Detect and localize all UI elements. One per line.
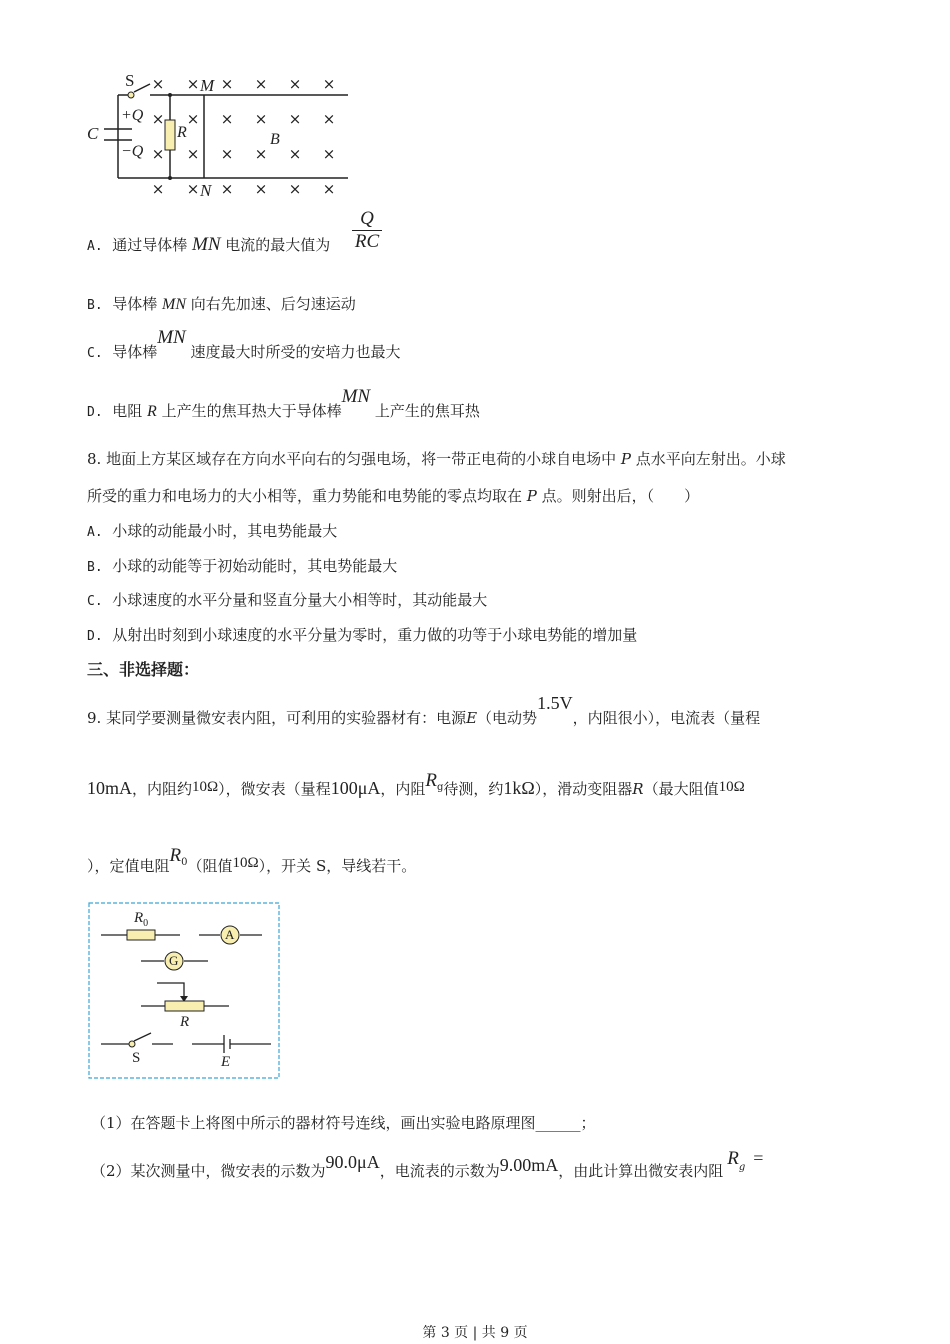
- plus-q-label: +Q: [121, 107, 144, 124]
- svg-text:×: ×: [151, 145, 165, 163]
- svg-text:×: ×: [288, 110, 302, 128]
- svg-text:×: ×: [151, 75, 165, 93]
- ammeter-label: A: [225, 927, 235, 942]
- q8-option-c: C. 小球速度的水平分量和竖直分量大小相等时，其动能最大: [87, 591, 488, 609]
- q8-option-a: A. 小球的动能最小时，其电势能最大: [87, 522, 338, 540]
- resistor-label: R: [177, 124, 187, 141]
- switch-label: S: [125, 71, 135, 90]
- svg-text:×: ×: [288, 145, 302, 163]
- q9-stem-line1: 9. 某同学要测量微安表内阻，可利用的实验器材有：电源E（电动势1.5V，内阻很小），电流表（量程: [87, 693, 761, 727]
- n-label: N: [200, 181, 212, 200]
- q8-stem-line2: 所受的重力和电场力的大小相等，重力势能和电势能的零点均取在 P 点。则射出后，（ ）: [87, 487, 700, 505]
- q9-stem-line2: 10mA，内阻约10Ω），微安表（量程100μA，内阻$R_g$待测，约1kΩ），滑动变阻器R（最大阻值10Ω: [87, 770, 745, 798]
- r0-label: $R_0$: [134, 910, 149, 929]
- minus-q-label: −Q: [121, 143, 144, 160]
- q9-part1: （1）在答题卡上将图中所示的器材符号连线，画出实验电路原理图______；: [91, 1114, 596, 1132]
- q8-option-d: D. 从射出时刻到小球速度的水平分量为零时，重力做的功等于小球电势能的增加量: [87, 626, 638, 644]
- svg-text:×: ×: [288, 75, 302, 93]
- q7-option-a: A. 通过导体棒 MN 电流的最大值为: [87, 234, 331, 255]
- capacitor-label: C: [87, 124, 99, 143]
- rheostat-label: R: [180, 1014, 190, 1030]
- svg-text:×: ×: [254, 145, 268, 163]
- svg-text:×: ×: [220, 180, 234, 198]
- q7-option-d: D. 电阻 R 上产生的焦耳热大于导体棒MN 上产生的焦耳热: [87, 386, 480, 420]
- svg-text:×: ×: [186, 180, 200, 198]
- svg-text:×: ×: [220, 145, 234, 163]
- page-footer: 第 3 页 | 共 9 页: [422, 1325, 528, 1341]
- fraction-q-over-rc: $\frac{Q}{RC}$: [352, 208, 382, 253]
- svg-text:×: ×: [322, 75, 336, 93]
- q7-option-b: B. 导体棒 MN 向右先加速、后匀速运动: [87, 295, 356, 313]
- m-label: M: [200, 76, 215, 95]
- svg-text:×: ×: [220, 75, 234, 93]
- svg-text:×: ×: [254, 75, 268, 93]
- field-label: B: [270, 131, 280, 148]
- switch-s-label: S: [132, 1050, 141, 1066]
- svg-text:×: ×: [288, 180, 302, 198]
- svg-text:×: ×: [220, 110, 234, 128]
- galvanometer-label: G: [169, 953, 179, 968]
- svg-text:×: ×: [186, 145, 200, 163]
- svg-text:×: ×: [254, 110, 268, 128]
- q8-stem-line1: 8. 地面上方某区域存在方向水平向右的匀强电场，将一带正电荷的小球自电场中 P 点水平向左射出。小球: [87, 450, 786, 468]
- svg-text:×: ×: [254, 180, 268, 198]
- q9-stem-line3: ），定值电阻$R_0$（阻值10Ω），开关 S，导线若干。: [87, 845, 417, 875]
- svg-text:×: ×: [186, 75, 200, 93]
- svg-text:×: ×: [322, 110, 336, 128]
- q9-part2: （2）某次测量中，微安表的示数为90.0μA，电流表的示数为9.00mA，由此计算出微安表内阻$R_g$ =: [91, 1148, 764, 1180]
- q8-option-b: B. 小球的动能等于初始动能时，其电势能最大: [87, 557, 398, 575]
- section-heading: 三、非选择题：: [87, 660, 200, 679]
- svg-text:×: ×: [151, 110, 165, 128]
- rail-circuit-figure: [0, 0, 950, 210]
- svg-text:×: ×: [322, 180, 336, 198]
- svg-text:×: ×: [186, 110, 200, 128]
- battery-label: E: [221, 1054, 231, 1070]
- svg-text:×: ×: [151, 180, 165, 198]
- q7-option-c: C. 导体棒MN 速度最大时所受的安培力也最大: [87, 327, 401, 361]
- svg-text:×: ×: [322, 145, 336, 163]
